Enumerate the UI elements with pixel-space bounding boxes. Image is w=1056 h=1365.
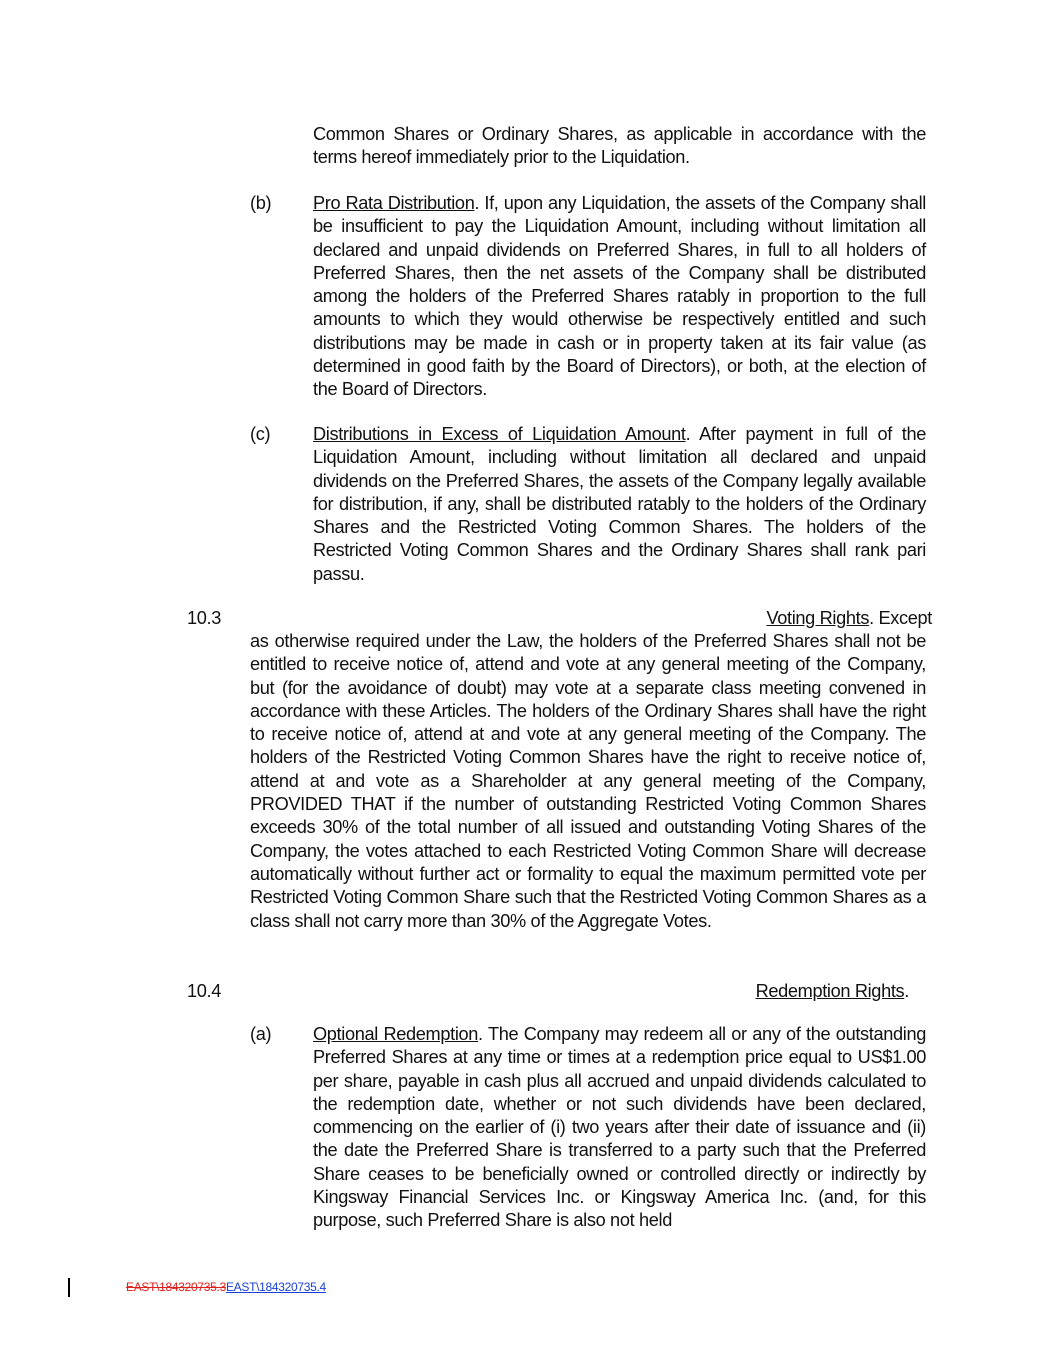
section-a-label: (a)	[250, 1024, 272, 1044]
continuation-paragraph: Common Shares or Ordinary Shares, as applicable in accordance with the terms hereof immediately prior to the Liquidation.	[313, 124, 926, 168]
section-c-heading: Distributions in Excess of Liquidation Amount	[313, 424, 686, 444]
section-b-heading: Pro Rata Distribution	[313, 193, 475, 213]
section-c-label: (c)	[250, 424, 271, 444]
section-10-3-number: 10.3	[187, 608, 221, 628]
section-10-4-number: 10.4	[187, 981, 221, 1001]
section-a-paragraph	[313, 1023, 926, 1233]
section-c-paragraph	[313, 423, 926, 586]
section-10-3-title	[766, 607, 932, 630]
deleted-document-reference: EAST\184320735.3	[126, 1280, 226, 1294]
section-c-text: . After payment in full of the Liquidation Amount, including without limitation all declared and unpaid dividends on the Preferred Shares, the assets of the Company legally available for distribution, if any, shall be distributed ratably to the holders of the Ordinary Shares and the Restricted Voting Common Shares. The holders of the Restricted Voting Common Shares and the Ordinary Shares shall rank pari passu.	[313, 424, 927, 584]
inserted-document-reference: EAST\184320735.4	[225, 1280, 326, 1294]
section-10-3-heading-suffix: . Except	[869, 608, 932, 628]
section-10-3-paragraph: as otherwise required under the Law, the holders of the Preferred Shares shall not be entitled to receive notice of, attend and vote at any general meeting of the Company, but (for the avoidance of doubt) may vote at a separate class meeting convened in accordance with these Articles. The holders of the Ordinary Shares shall have the right to receive notice of, attend at and vote at any general meeting of the Company. The holders of the Restricted Voting Common Shares have the right to receive notice of, attend at and vote as a Shareholder at any general meeting of the Company, PROVIDED THAT if the number of outstanding Restricted Voting Common Shares exceeds 30% of the total number of all issued and outstanding Voting Shares of the Company, the votes attached to each Restricted Voting Common Share will decrease automatically without further act or formality to equal the maximum permitted vote per Restricted Voting Common Share such that the Restricted Voting Common Shares as a class shall not carry more than 30% of the Aggregate Votes.	[250, 631, 926, 931]
section-a-heading: Optional Redemption	[313, 1024, 479, 1044]
section-b-paragraph	[313, 192, 926, 402]
section-10-3-heading: Voting Rights	[766, 608, 870, 628]
section-10-4-heading-suffix: .	[904, 981, 909, 1001]
revision-change-bar	[68, 1278, 70, 1297]
section-b-text: . If, upon any Liquidation, the assets of the Company shall be insufficient to pay the Liquidation Amount, including without limitation all declared and unpaid dividends on Preferred Shares, in full to all holders of Preferred Shares, then the net assets of the Company shall be distributed among the holders of the Preferred Shares ratably in proportion to the full amounts to which they would otherwise be respectively entitled and such distributions may be made in cash or in property taken at its fair value (as determined in good faith by the Board of Directors), or both, at the election of the Board of Directors.	[313, 193, 926, 400]
section-10-4-title	[756, 980, 909, 1003]
section-10-4-heading: Redemption Rights	[755, 981, 905, 1001]
document-reference-footer	[126, 1280, 326, 1294]
section-a-text: . The Company may redeem all or any of the outstanding Preferred Shares at any time or times at a redemption price equal to US$1.00 per share, payable in cash plus all accrued and unpaid dividends calculated to the redemption date, whether or not such dividends have been declared, commencing on the earlier of (i) two years after their date of issuance and (ii) the date the Preferred Share is transferred to a party such that the Preferred Share ceases to be beneficially owned or controlled directly or indirectly by Kingsway Financial Services Inc. or Kingsway America Inc. (and, for this purpose, such Preferred Share is also not held	[313, 1024, 927, 1231]
section-b-label: (b)	[250, 193, 272, 213]
